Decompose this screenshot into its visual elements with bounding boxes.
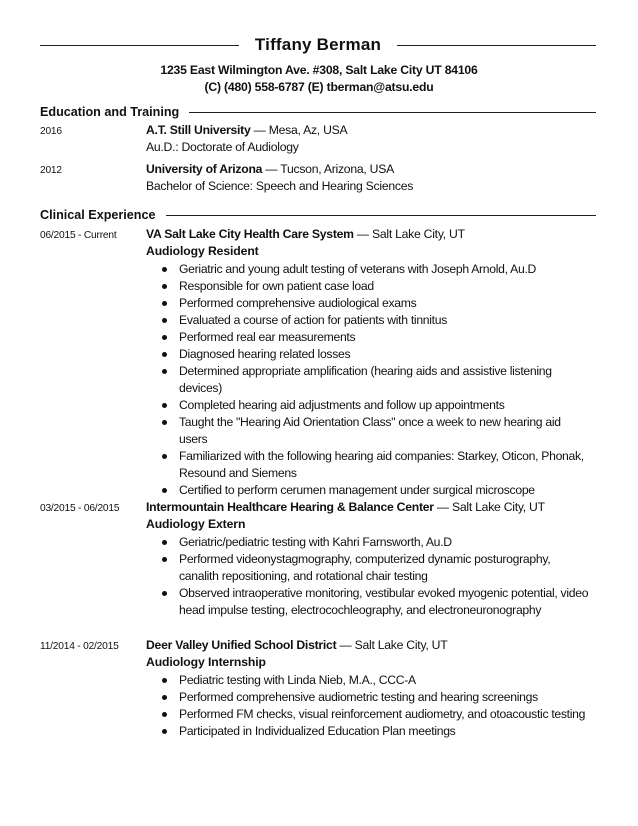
edu-school-line xyxy=(146,123,347,137)
education-title: Education and Training xyxy=(40,105,180,119)
education-rule xyxy=(189,112,596,113)
separator-dash: — xyxy=(253,123,269,137)
edu-date: 2012 xyxy=(40,165,62,176)
edu-school-line xyxy=(146,162,394,176)
edu-date: 2016 xyxy=(40,126,62,137)
education-section-header xyxy=(40,103,596,121)
job-date: 11/2014 - 02/2015 xyxy=(40,641,119,652)
job-date: 03/2015 - 06/2015 xyxy=(40,503,120,514)
job-org: Deer Valley Unified School District xyxy=(146,638,337,652)
list-item: Performed real ear measurements xyxy=(160,329,590,346)
list-item: Diagnosed hearing related losses xyxy=(160,346,590,363)
job-location: Salt Lake City, UT xyxy=(371,227,465,241)
job-role: Audiology Internship xyxy=(146,655,266,669)
job-location: Salt Lake City, UT xyxy=(452,500,545,514)
candidate-name: Tiffany Berman xyxy=(254,35,382,54)
clinical-section-header xyxy=(40,206,596,224)
job-org: Intermountain Healthcare Hearing & Balance Center xyxy=(146,500,434,514)
job-org-line xyxy=(146,500,545,514)
list-item: Responsible for own patient case load xyxy=(160,278,590,295)
contact-address: 1235 East Wilmington Ave. #308, Salt Lake City UT 84106 xyxy=(160,63,478,77)
edu-school: University of Arizona xyxy=(146,162,263,176)
separator-dash: — xyxy=(339,638,355,652)
job-role: Audiology Resident xyxy=(146,244,259,258)
list-item: Familiarized with the following hearing aid companies: Starkey, Oticon, Phonak, Resound and Siemens xyxy=(160,448,590,482)
list-item: Evaluated a course of action for patients with tinnitus xyxy=(160,312,590,329)
list-item: Determined appropriate amplification (hearing aids and assistive listening devices) xyxy=(160,363,590,397)
list-item: Completed hearing aid adjustments and follow up appointments xyxy=(160,397,590,414)
list-item: Taught the "Hearing Aid Orientation Class" once a week to new hearing aid users xyxy=(160,414,590,448)
list-item: Observed intraoperative monitoring, vestibular evoked myogenic potential, video head impulse testing, electrocochleography, and electroneuronography xyxy=(160,585,590,619)
job-org-line xyxy=(146,227,465,241)
job-date: 06/2015 - Current xyxy=(40,230,117,241)
name-left-rule xyxy=(40,45,239,46)
separator-dash: — xyxy=(436,500,452,514)
job-bullets xyxy=(160,534,590,619)
list-item: Geriatric/pediatric testing with Kahri Farnsworth, Au.D xyxy=(160,534,590,551)
list-item: Performed comprehensive audiometric testing and hearing screenings xyxy=(160,689,590,706)
clinical-rule xyxy=(166,215,597,216)
contact-phone-email: (C) (480) 558-6787 (E) tberman@atsu.edu xyxy=(204,80,434,94)
list-item: Certified to perform cerumen management under surgical microscope xyxy=(160,482,590,499)
edu-degree: Au.D.: Doctorate of Audiology xyxy=(146,140,299,154)
list-item: Performed FM checks, visual reinforcement audiometry, and otoacoustic testing xyxy=(160,706,590,723)
name-right-rule xyxy=(397,45,596,46)
edu-school: A.T. Still University xyxy=(146,123,251,137)
job-location: Salt Lake City, UT xyxy=(354,638,448,652)
list-item: Performed comprehensive audiological exams xyxy=(160,295,590,312)
edu-degree: Bachelor of Science: Speech and Hearing Sciences xyxy=(146,179,414,193)
job-role: Audiology Extern xyxy=(146,517,246,531)
clinical-title: Clinical Experience xyxy=(40,208,156,222)
list-item: Participated in Individualized Education Plan meetings xyxy=(160,723,590,740)
edu-location: Mesa, Az, USA xyxy=(268,123,348,137)
job-org: VA Salt Lake City Health Care System xyxy=(146,227,354,241)
separator-dash: — xyxy=(265,162,281,176)
list-item: Geriatric and young adult testing of veterans with Joseph Arnold, Au.D xyxy=(160,261,590,278)
job-bullets xyxy=(160,261,590,499)
list-item: Performed videonystagmography, computerized dynamic posturography, canalith repositioning, and rotational chair testing xyxy=(160,551,590,585)
edu-location: Tucson, Arizona, USA xyxy=(280,162,394,176)
job-org-line xyxy=(146,638,447,652)
name-header xyxy=(40,33,596,57)
list-item: Pediatric testing with Linda Nieb, M.A., CCC-A xyxy=(160,672,590,689)
separator-dash: — xyxy=(356,227,372,241)
job-bullets xyxy=(160,672,590,740)
